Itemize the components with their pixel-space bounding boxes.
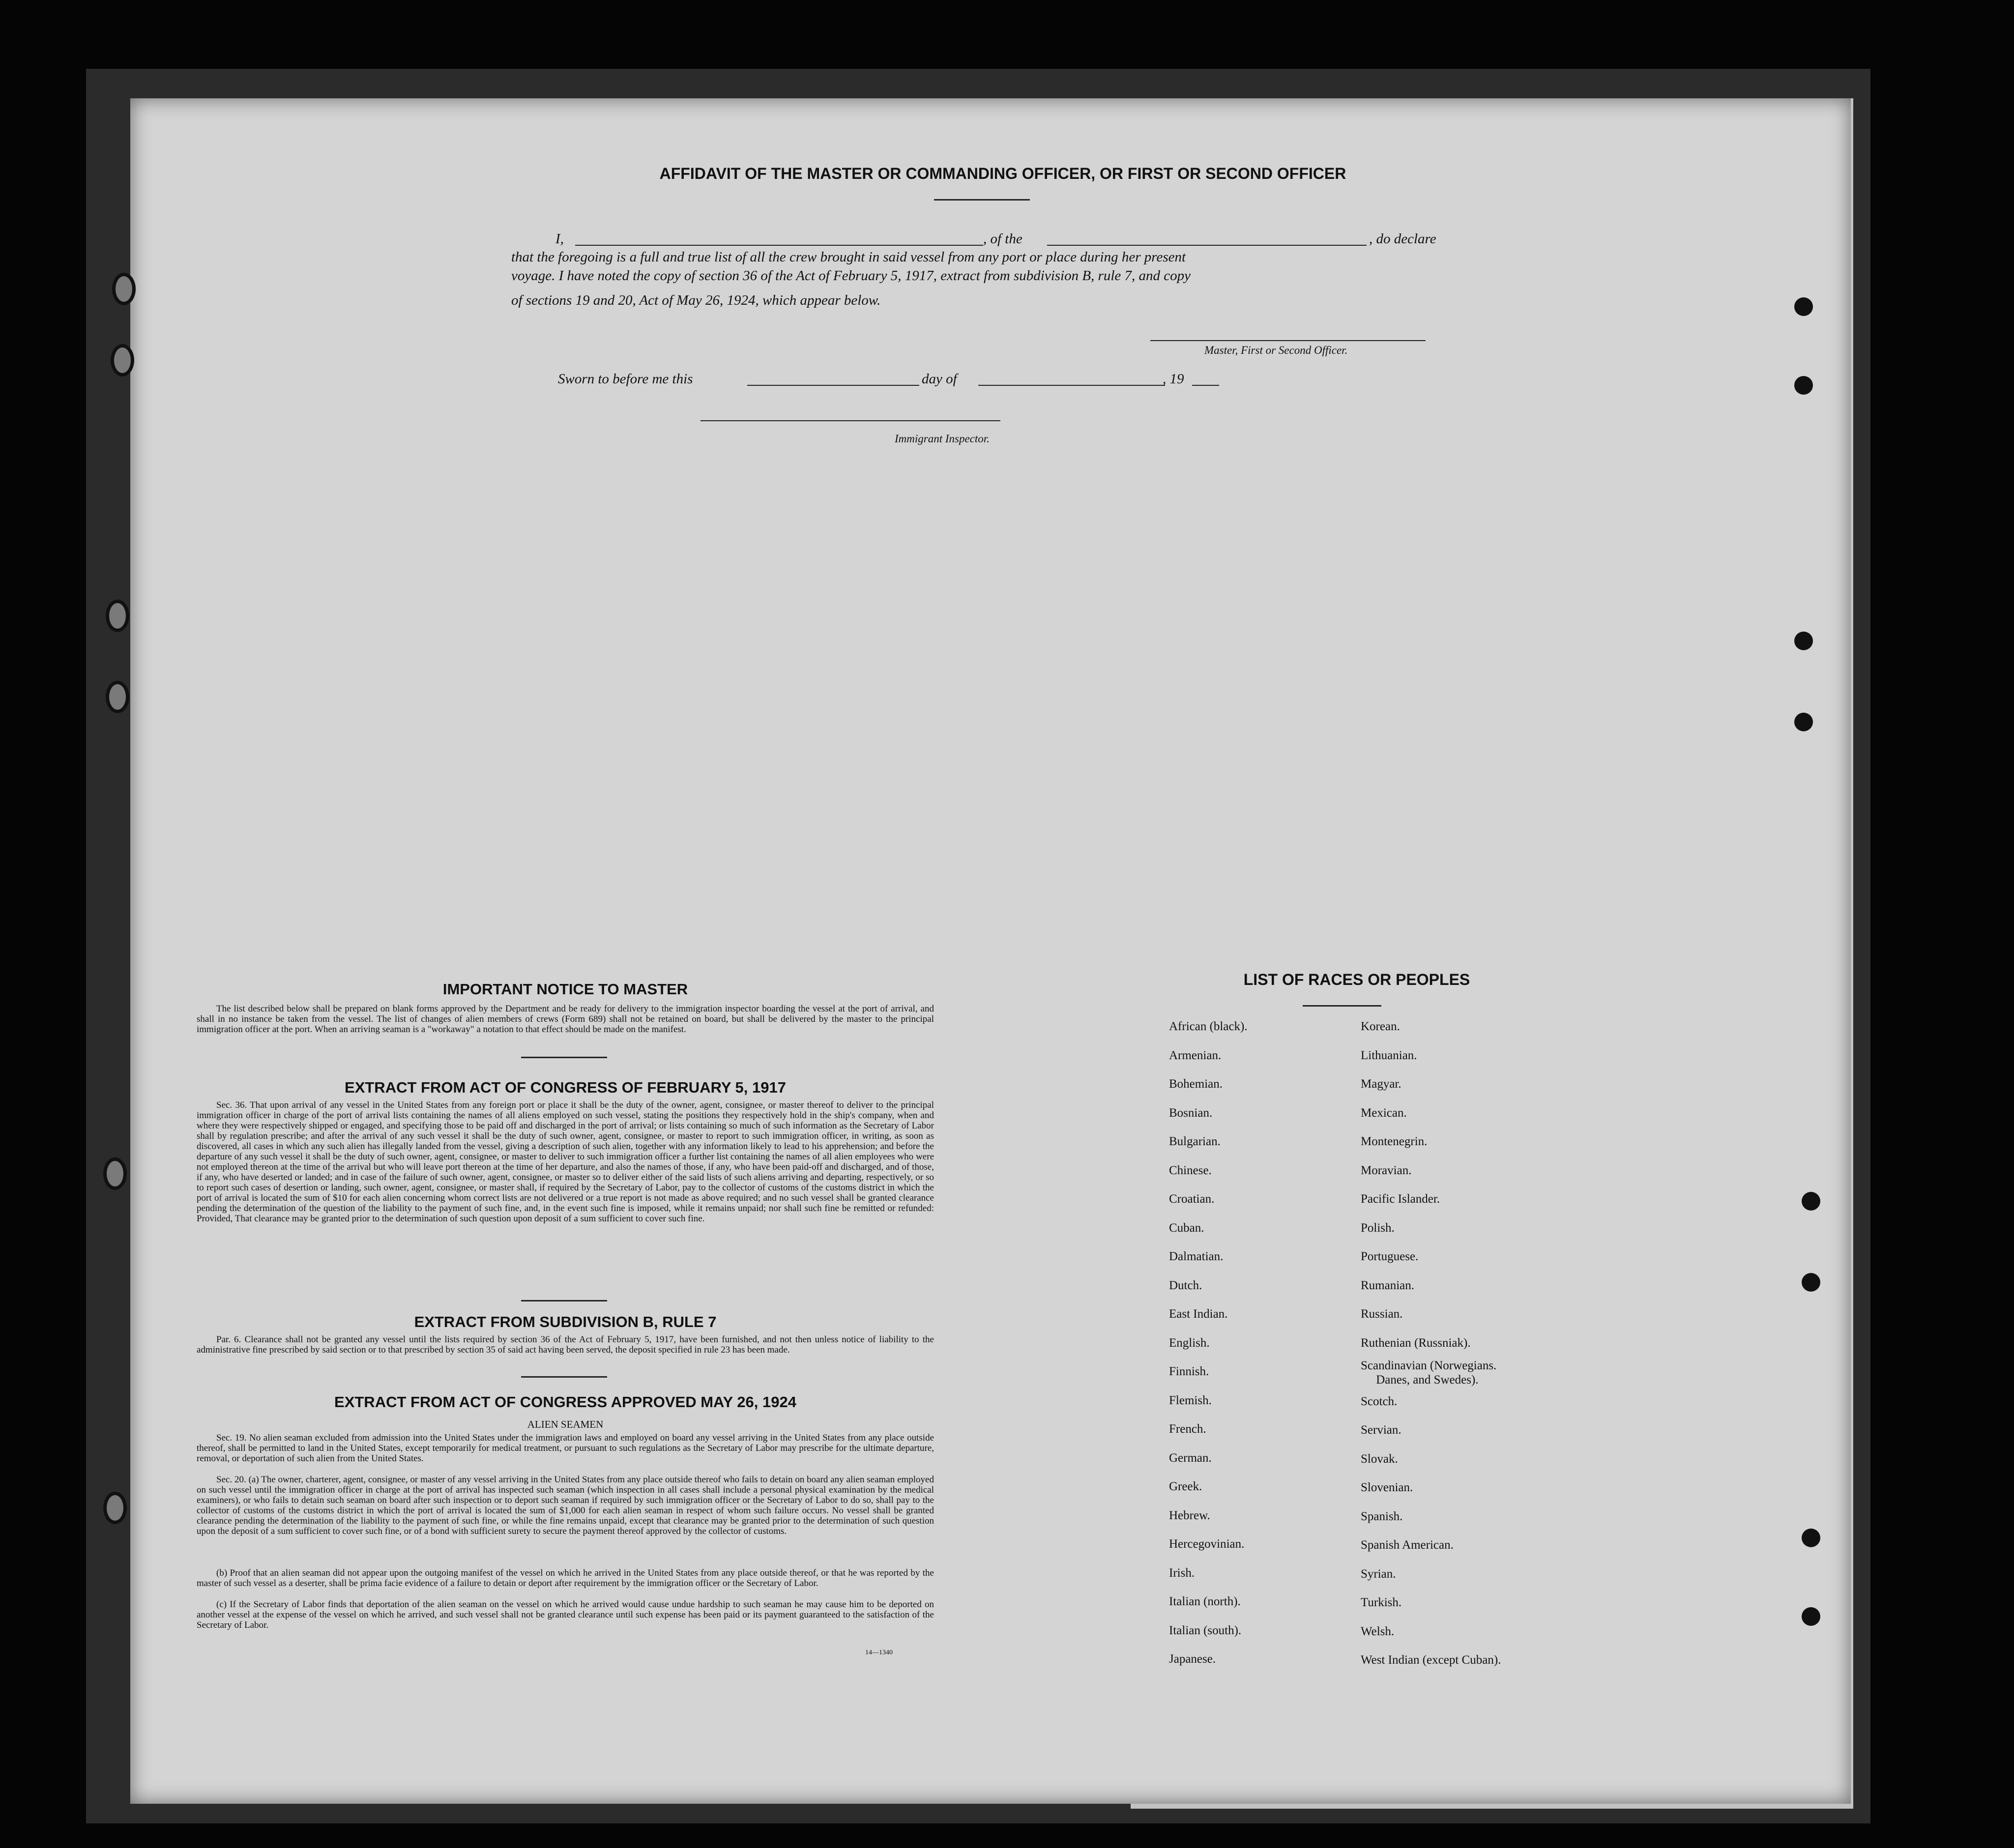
race-item: Turkish.: [1361, 1596, 1402, 1609]
extract-1917-body: Sec. 36. That upon arrival of any vessel in the United States from any foreign port or place it shall be the duty of the owner, agent, consignee, or master thereof to deliver to the principal immigration officer in charge of the port of arrival lists containing the names of all aliens employed on such vessel, stating the positions they respectively hold in the ship's company, when and where they were respectively shipped or engaged, and specifying those to be paid off and discharged in the port of arrival; or lists containing so much of such information as the Secretary of Labor shall by regulation prescribe; and after the arrival of any such vessel it shall be the duty of such owner, agent, consignee, or master to report to such immigration officer, in writing, as soon as discovered, all cases in which any such alien has illegally landed from the vessel, giving a description of such alien, together with any information likely to lead to his apprehension; and before the departure of any such vessel it shall be the duty of such owner, agent, consignee, or master to deliver to such immigration officer a further list containing the names of all alien employees who were not employed thereon at the time of the arrival but who will leave port thereon at the time of her departure, and also the names of those, if any, who have been paid-off and discharged, and of those, if any, who have deserted or landed; and in case of the failure of such owner, agent, consignee, or master so to deliver either of the said lists of such aliens arriving and departing, respectively, or so to report such cases of desertion or landing, such owner, agent, consignee, or master shall, if required by the Secretary of Labor, pay to the collector of customs of the customs district in which the port of arrival is located the sum of $10 for each alien concerning whom correct lists are not delivered or a true report is not made as above required; and no such vessel shall be granted clearance pending the determination of the question of the liability to the payment of such fine, and, in the event such fine is imposed, while it remains unpaid; nor shall such fine be remitted or refunded: Provided, That clearance may be granted prior to the determination of such question upon deposit of a sum sufficient to cover such fine.: [197, 1100, 934, 1224]
race-item: Armenian.: [1169, 1048, 1222, 1062]
extract-1924-sec20c: (c) If the Secretary of Labor finds that deportation of the alien seaman on the vessel on which he arrived would cause undue hardship to such seaman he may cause him to be deported on another vessel at the expense of the vessel on which he arrived, and such vessel shall not be granted clearance until such expense has been paid or its payment guaranteed to the satisfaction of the Secretary of Labor.: [197, 1599, 934, 1630]
binder-hole: [103, 1492, 127, 1524]
sworn-day-of: day of: [922, 371, 957, 387]
race-item: Spanish.: [1361, 1509, 1403, 1523]
races-right-column: [1361, 1012, 1501, 1675]
inspector-label: Immigrant Inspector.: [895, 433, 990, 445]
race-item: Slovak.: [1361, 1452, 1398, 1466]
race-item: Korean.: [1361, 1020, 1400, 1033]
race-item: Pacific Islander.: [1361, 1192, 1440, 1206]
race-item: Bosnian.: [1169, 1106, 1213, 1120]
binder-hole: [106, 681, 129, 713]
binder-hole: [103, 1157, 127, 1190]
race-item: Syrian.: [1361, 1567, 1396, 1581]
extract-1917-title: EXTRACT FROM ACT OF CONGRESS OF FEBRUARY 5, 1917: [345, 1079, 786, 1096]
sworn-day-blank: [747, 385, 919, 386]
race-item: Japanese.: [1169, 1652, 1216, 1666]
master-signature-label: Master, First or Second Officer.: [1204, 344, 1348, 356]
race-item: Flemish.: [1169, 1393, 1212, 1407]
race-item: Montenegrin.: [1361, 1135, 1428, 1148]
binder-hole: [1802, 1607, 1820, 1626]
race-item: Greek.: [1169, 1480, 1202, 1493]
vessel-blank: [1047, 245, 1367, 246]
notice-body: The list described below shall be prepared on blank forms approved by the Department and be ready for delivery to the immigration inspector boarding the vessel at the port of arrival, and shall in no instance be taken from the vessel. The list of changes of alien members of crews (Form 689) shall not be retained on board, but shall be delivered by the master to the principal immigration officer at the port. When an arriving seaman is a "workaway" a notation to that effect should be made on the manifest.: [197, 1004, 934, 1035]
binder-hole: [1794, 632, 1813, 650]
extract-1924-subtitle: ALIEN SEAMEN: [527, 1418, 604, 1430]
race-item: Rumanian.: [1361, 1278, 1415, 1292]
binder-hole: [1794, 376, 1813, 395]
affidavit-line2: that the foregoing is a full and true list of all the crew brought in said vessel from any port or place during her present: [511, 249, 1186, 265]
binder-hole: [1802, 1192, 1820, 1211]
document-page: [130, 98, 1851, 1804]
sworn-year-blank: [1192, 385, 1219, 386]
race-item: Dalmatian.: [1169, 1250, 1224, 1263]
master-signature-line: [1150, 340, 1426, 341]
affidavit-title: AFFIDAVIT OF THE MASTER OR COMMANDING OFFICER, OR FIRST OR SECOND OFFICER: [659, 165, 1346, 182]
binder-hole: [112, 273, 136, 305]
extract-rule7-body: Par. 6. Clearance shall not be granted any vessel until the lists required by section 36 of the Act of February 5, 1917, have been furnished, and not then unless notice of liability to the administrative fine prescribed by said section or to that prescribed by section 35 of said act having been served, the deposit specified in rule 23 has been made.: [197, 1334, 934, 1355]
race-item: German.: [1169, 1451, 1212, 1465]
race-item: African (black).: [1169, 1020, 1248, 1033]
binder-hole: [1794, 713, 1813, 731]
race-item: Ruthenian (Russniak).: [1361, 1336, 1471, 1350]
race-item: Magyar.: [1361, 1077, 1401, 1091]
race-item: Finnish.: [1169, 1365, 1209, 1378]
race-item: Croatian.: [1169, 1192, 1215, 1206]
race-item: East Indian.: [1169, 1307, 1228, 1321]
race-item: Moravian.: [1361, 1163, 1412, 1177]
race-item: Welsh.: [1361, 1624, 1395, 1638]
affidavit-do-declare: , do declare: [1369, 231, 1436, 247]
binder-hole: [106, 600, 129, 632]
form-number: 14—1340: [865, 1649, 893, 1656]
race-item: English.: [1169, 1336, 1210, 1350]
binder-hole: [1802, 1529, 1820, 1547]
name-blank: [575, 245, 983, 246]
race-item: West Indian (except Cuban).: [1361, 1653, 1501, 1667]
divider: [521, 1057, 607, 1058]
race-item: Cuban.: [1169, 1221, 1204, 1235]
race-item: Mexican.: [1361, 1106, 1407, 1120]
race-item: Lithuanian.: [1361, 1048, 1417, 1062]
race-item: Bulgarian.: [1169, 1135, 1221, 1148]
race-item: Scotch.: [1361, 1394, 1398, 1408]
sworn-month-blank: [978, 385, 1165, 386]
race-item: Italian (south).: [1169, 1623, 1242, 1637]
race-item: French.: [1169, 1422, 1206, 1436]
sworn-year: , 19: [1163, 371, 1184, 387]
affidavit-line3: voyage. I have noted the copy of section 36 of the Act of February 5, 1917, extract from subdivision B, rule 7, and copy: [511, 268, 1191, 284]
race-item: Scandinavian (Norwegians. Danes, and Swedes).: [1361, 1359, 1497, 1386]
race-item: Chinese.: [1169, 1163, 1212, 1177]
divider: [521, 1300, 607, 1301]
binder-hole: [111, 344, 134, 376]
divider: [1303, 1005, 1381, 1007]
extract-1924-sec20a: Sec. 20. (a) The owner, charterer, agent, consignee, or master of any vessel arriving in the United States from any place outside thereof who fails to detain on board any alien seaman employed on such vessel until the immigration officer in charge at the port of arrival has inspected such seaman (which inspection in all cases shall include a personal physical examination by the medical examiners), or who fails to detain such seaman on board after such inspection or to deport such seaman if required by such immigration officer or the Secretary of Labor to do so, shall pay to the collector of customs of the customs district in which the port of arrival is located the sum of $1,000 for each alien seaman in respect of whom such failure occurs. No vessel shall be granted clearance pending the determination of the liability to the payment of such fine, or while the fine remains unpaid, except that clearance may be granted prior to the determination of such question upon the deposit of a sum sufficient to cover such fine, or of a bond with sufficient surety to secure the payment thereof approved by the collector of customs.: [197, 1474, 934, 1536]
races-left-column: [1169, 1012, 1248, 1674]
race-item: Hebrew.: [1169, 1508, 1210, 1522]
race-item: Servian.: [1361, 1423, 1401, 1437]
extract-1924-title: EXTRACT FROM ACT OF CONGRESS APPROVED MAY 26, 1924: [334, 1393, 796, 1411]
sworn-prefix: Sworn to before me this: [558, 371, 693, 387]
race-item: Polish.: [1361, 1221, 1395, 1235]
affidavit-line4: of sections 19 and 20, Act of May 26, 1924, which appear below.: [511, 292, 881, 308]
race-item: Portuguese.: [1361, 1250, 1419, 1263]
affidavit-of-the: , of the: [983, 231, 1022, 247]
race-item: Italian (north).: [1169, 1595, 1241, 1608]
race-item: Bohemian.: [1169, 1077, 1223, 1091]
binder-hole: [1794, 297, 1813, 316]
extract-1924-sec20b: (b) Proof that an alien seaman did not appear upon the outgoing manifest of the vessel on which he arrived in the United States from any place outside thereof, or that he was reported by the master of such vessel as a deserter, shall be prima facie evidence of a failure to detain or deport after requirement by the immigration officer or the Secretary of Labor.: [197, 1568, 934, 1588]
race-item: Slovenian.: [1361, 1481, 1413, 1494]
extract-rule7-title: EXTRACT FROM SUBDIVISION B, RULE 7: [414, 1313, 717, 1330]
race-item: Irish.: [1169, 1566, 1195, 1580]
extract-1924-sec19: Sec. 19. No alien seaman excluded from admission into the United States under the immigration laws and employed on board any vessel arriving in the United States from any place outside thereof, shall be permitted to land in the United States, except temporarily for medical treatment, or pursuant to such regulations as the Secretary of Labor may prescribe for the ultimate departure, removal, or deportation of such alien from the United States.: [197, 1433, 934, 1464]
notice-title: IMPORTANT NOTICE TO MASTER: [442, 981, 688, 998]
race-item: Hercegovinian.: [1169, 1537, 1245, 1551]
races-title: LIST OF RACES OR PEOPLES: [1243, 971, 1470, 988]
race-item: Spanish American.: [1361, 1538, 1454, 1552]
affidavit-i: I,: [555, 231, 564, 247]
race-item: Dutch.: [1169, 1278, 1202, 1292]
divider: [934, 199, 1030, 201]
race-item: Russian.: [1361, 1307, 1403, 1321]
inspector-signature-line: [701, 420, 1000, 421]
divider: [521, 1376, 607, 1378]
binder-hole: [1802, 1273, 1820, 1292]
